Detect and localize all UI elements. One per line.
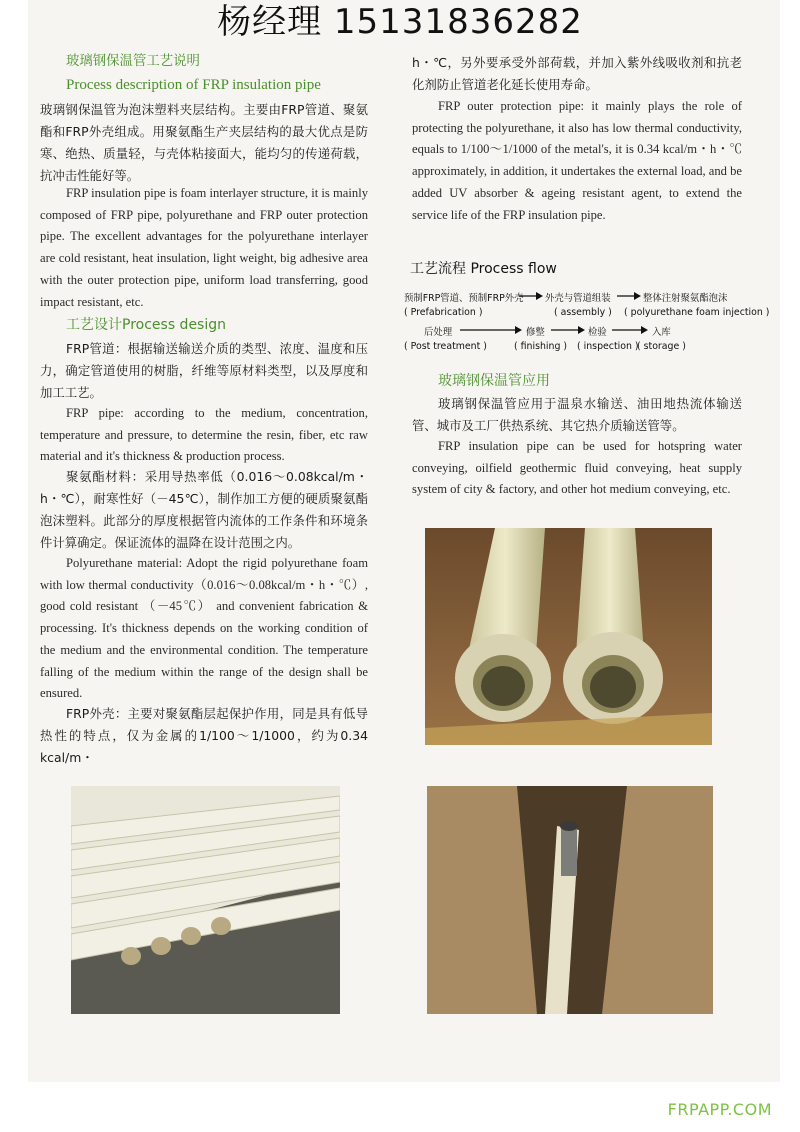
intro-paragraph-cn: 玻璃钢保温管为泡沫塑料夹层结构。主要由FRP管道、聚氨酯和FRP外壳组成。用聚氨酯生产夹层结构的最大优点是防寒、绝热、质量轻，与壳体粘接面大，能均匀的传递荷载，抗冲击性能好等。 — [40, 102, 368, 183]
flow-label-inspection: ( inspection ) — [577, 341, 639, 352]
arrow-right-icon — [551, 325, 585, 335]
frp-pipe-paragraph-en: FRP pipe: according to the medium, concentration, temperature and pressure, to determine the resin, fiber, etc raw material and it's thickness & production process. — [40, 406, 368, 464]
trench-pipe-photo — [427, 786, 713, 1014]
watermark: FRPAPP.COM — [667, 1100, 772, 1119]
flow-step-finishing: 修整 — [526, 327, 545, 338]
flow-label-foam-injection: ( polyurethane foam injection ) — [624, 307, 770, 318]
section-title-en: Process description of FRP insulation pipe — [66, 77, 321, 93]
intro-paragraph-en: FRP insulation pipe is foam interlayer structure, it is mainly composed of FRP pipe, polyurethane and FRP outer protection pipe. The excellent advantages for the polyurethane interlayer are cold resistant, heat insulation, light weight, big adhesive area with the outer protection pipe, uniform load transferring, good impact resistant, etc. — [40, 186, 368, 309]
outer-shell-paragraph-cn: FRP外壳：主要对聚氨酯层起保护作用，同是具有低导热性的特点，仅为金属的1/100～1/1000，约为0.34 kcal/m・ — [40, 706, 368, 765]
flow-label-post-treatment: ( Post treatment ) — [404, 341, 487, 352]
flow-label-finishing: ( finishing ) — [514, 341, 568, 352]
polyurethane-paragraph-en: Polyurethane material: Adopt the rigid polyurethane foam with low thermal conductivity（0.016～0.08kcal/m・h・℃）, good cold resistant （－45℃） and convenient fabrication & processing. It's thickness depends on the working condition of the medium and the environmental condition. The temperature falling of the medium within the range of the design shall be ensured. — [40, 556, 368, 701]
flow-step-storage: 入库 — [652, 327, 671, 338]
stacked-pipes-photo — [71, 786, 340, 1014]
flow-label-assembly: ( assembly ) — [554, 307, 612, 318]
flow-step-foam-injection: 整体注射聚氨酯泡沫 — [643, 293, 728, 304]
section-title-cn: 玻璃钢保温管工艺说明 — [66, 54, 200, 69]
application-paragraph-en: FRP insulation pipe can be used for hotspring water conveying, oilfield geothermic fluid conveying, heat supply system of city & factory, and other hot medium conveying, etc. — [412, 439, 742, 497]
arrow-right-icon — [460, 325, 522, 335]
arrow-right-icon — [617, 291, 641, 301]
flow-step-inspection: 检验 — [588, 327, 607, 338]
arrow-right-icon — [612, 325, 648, 335]
design-title: 工艺设计Process design — [66, 317, 227, 333]
flow-label-prefabrication: ( Prefabrication ) — [404, 307, 483, 318]
frp-pipe-paragraph-cn: FRP管道：根据输送输送介质的类型、浓度、温度和压力，确定管道使用的树脂，纤维等原材料类型，以及厚度和加工工艺。 — [40, 341, 368, 400]
flow-label-storage: ( storage ) — [637, 341, 686, 352]
pipe-cross-section-photo — [425, 528, 712, 745]
flow-step-prefabrication: 预制FRP管道、预制FRP外壳 — [404, 293, 524, 304]
polyurethane-paragraph-cn: 聚氨酯材料：采用导热率低（0.016～0.08kcal/m・h・℃），耐寒性好（－45℃），制作加工方便的硬质聚氨酯泡沫塑料。此部分的厚度根据管内流体的工作条件和环境条件计算确定。保证流体的温降在设计范围之内。 — [40, 469, 368, 550]
contact-header: 杨经理 15131836282 — [217, 2, 583, 42]
outer-shell-paragraph-en: FRP outer protection pipe: it mainly plays the role of protecting the polyurethane, it also has low thermal conductivity, equals to 1/100～1/1000 of the metal's, it is 0.34 kcal/m・h・℃ approximately, in addition, it undertakes the external load, and be added UV absorber & ageing resistant agent, to extend the service life of the FRP insulation pipe. — [412, 99, 743, 222]
flow-step-assembly: 外壳与管道组装 — [545, 293, 611, 304]
outer-shell-continued-cn: h・℃，另外要承受外部荷载，并加入紫外线吸收剂和抗老化剂防止管道老化延长使用寿命。 — [412, 55, 742, 92]
arrow-right-icon — [519, 291, 543, 301]
application-title: 玻璃钢保温管应用 — [438, 373, 550, 389]
application-paragraph-cn: 玻璃钢保温管应用于温泉水输送、油田地热流体输送管、城市及工厂供热系统、其它热介质输送管等。 — [412, 396, 742, 433]
process-flow-title: 工艺流程 Process flow — [410, 261, 557, 277]
flow-step-post-treatment: 后处理 — [424, 327, 453, 338]
